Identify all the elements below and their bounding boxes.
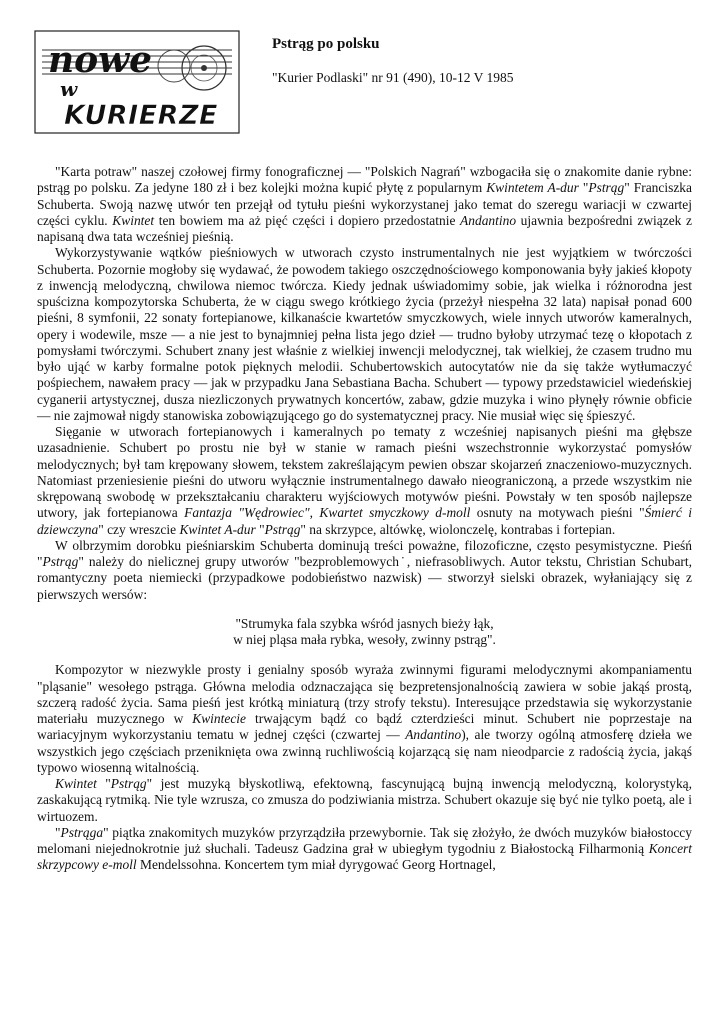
svg-text:w: w (60, 77, 78, 101)
poem-quote (37, 616, 692, 649)
paragraph: Kwintet "Pstrąg" jest muzyką błyskotliwą, efektowną, fascynującą bujną inwencją melodyczną, kolorystyką, zaskakującą rytmiką. Nie tyle wzrusza, co zmusza do podziwiania mistrza. Schubert okazuje się być nie tylko poetą, ale i wirtuozem. (37, 776, 692, 824)
nowe-w-kurierze-logo (34, 30, 240, 134)
svg-text:KURIERZE: KURIERZE (64, 100, 218, 131)
paragraph: W olbrzymim dorobku pieśniarskim Schuberta dominują treści poważne, filozoficzne, często pesymistyczne. Pieśń "Pstrąg" należy do nielicznej grupy utworów "bezproblemowych˙, niefrasobliwych. Autor tekstu, Christian Schubart, romantyczny poeta niemiecki (przypadkowe podobieństwo nazwisk) — stworzył sielski obrazek, wyłaniający się z pierwszych wersów: (37, 537, 692, 602)
paragraph: Sięganie w utworach fortepianowych i kameralnych po tematy z wcześniej napisanych pieśni ma głębsze uzasadnienie. Schubert po prostu nie był w stanie w ramach pieśni wszechstronnie wykorzystać pomysłów melodycznych; był tam krępowany słowem, tekstem zakreślającym pewien obszar skojarzeń znaczeniowo-muzycznych. Natomiast przeniesienie pieśni do utworu wyłącznie instrumentalnego dawało nieograniczoną, a przede wszystkim nie skrępowaną swobodę w przekształcaniu charakteru wyjściowych motywów pieśni. Powstały w ten sposób najlepsze utwory, jak fortepianowa Fantazja "Wędrowiec", Kwartet smyczkowy d-moll osnuty na motywach pieśni "Śmierć i dziewczyna" czy wreszcie Kwintet A-dur "Pstrąg" na skrzypce, altówkę, wiolonczelę, kontrabas i fortepian. (37, 424, 693, 537)
paragraph: Wykorzystywanie wątków pieśniowych w utworach czysto instrumentalnych nie jest wyjątkiem w twórczości Schuberta. Pozornie mogłoby się wydawać, że powodem takiego oszczędnościowego komponowania były jakieś kłopoty z inwencją melodyczną, chwilowa niemoc twórcza. Kiedy jednak uświadomimy sobie, jak wielka i różnorodna jest spuścizna kompozytorska Schuberta, że w ciągu swego krótkiego życia (przeżył niespełna 32 lata) napisał ponad 600 pieśni, 8 symfonii, 22 sonaty fortepianowe, kilkanaście kwartetów smyczkowych, wiele innych utworów kameralnych, opery i wodewile, msze — a nie jest to bynajmniej pełna lista jego dzieł — trudno byłoby utrzymać tezę o kłopotach z pomysłami twórczymi. Schubert znany jest właśnie z wielkiej inwencji melodycznej, tak wielkiej, że czasem trudno mu było ująć w karby formalne potok pięknych melodii. Schubertowskich autocytatów nie da się także wytłumaczyć pośpiechem, nawałem pracy — jak w przypadku Jana Sebastiana Bacha. Schubert — typowy przedstawiciel wiedeńskiej cyganerii artystycznej, dusza niezliczonych prywatnych koncertów, zabaw, gdzie muzyka i wino płynęły równie obficie — nie zajmował nigdy stanowiska zobowiązującego go do systematycznej pracy. Nie musiał więc się śpieszyć. (37, 245, 692, 423)
paragraph: "Karta potraw" naszej czołowej firmy fonograficznej — "Polskich Nagrań" wzbogaciła się o znakomite danie rybne: pstrąg po polsku. Za jedyne 180 zł i bez kolejki można kupić płytę z popularnym Kwintetem A-dur "Pstrąg" Franciszka Schuberta. Swoją nazwę utwór ten przejął od tytułu pieśni wykorzystanej jako temat do szeregu wariacji w czwartej części cyklu. Kwintet ten bowiem ma aż pięć części i dopiero przedostatnie Andantino ujawnia bezpośredni związek z napisaną dwa tata wcześniej pieśnią. (37, 164, 692, 244)
article-title: Pstrąg po polsku (272, 36, 380, 52)
quote-line: w niej pląsa mała rybka, wesoły, zwinny pstrąg". (233, 632, 496, 647)
paragraph: Kompozytor w niezwykle prosty i genialny sposób wyraża zwinnymi figurami melodycznymi akompaniamentu "pląsanie" wesołego pstrąga. Główna melodia odznaczająca się bezpretensjonalnością zawiera w sobie jakąś prostą, szczerą radość życia. Sama pieśń jest krótką miniaturą (trzy strofy tekstu). Interesujące przedstawia się wykorzystanie materiału muzycznego w Kwintecie trwającym bądź co bądź czterdzieści minut. Schubert nie poprzestaje na wariacyjnym wykorzystaniu tematu w jednej części (czwartej — Andantino), ale tworzy ogólną atmosferę dzieła we wszystkich jego częściach przeniknięta owa zwinną ruchliwością kojarzącą się nam nieodparcie z radością życia, jakąś typowo wiosenną witalnością. (37, 662, 692, 775)
quote-line: "Strumyka fala szybka wśród jasnych bieży łąk, (235, 615, 494, 631)
paragraph: "Pstrąga" piątka znakomitych muzyków przyrządziła przewybornie. Tak się złożyło, że dwóch muzyków białostoccy melomani niejednokrotnie już słuchali. Tadeusz Gadzina grał w ubiegłym tygodniu z Białostocką Filharmonią Koncert skrzypcowy e-moll Mendelssohna. Koncertem tym miał dyrygować Georg Hortnagel, (37, 824, 692, 873)
article-body (37, 164, 692, 874)
article-source: "Kurier Podlaski" nr 91 (490), 10-12 V 1985 (272, 70, 514, 85)
svg-text:nowe: nowe (48, 39, 153, 81)
